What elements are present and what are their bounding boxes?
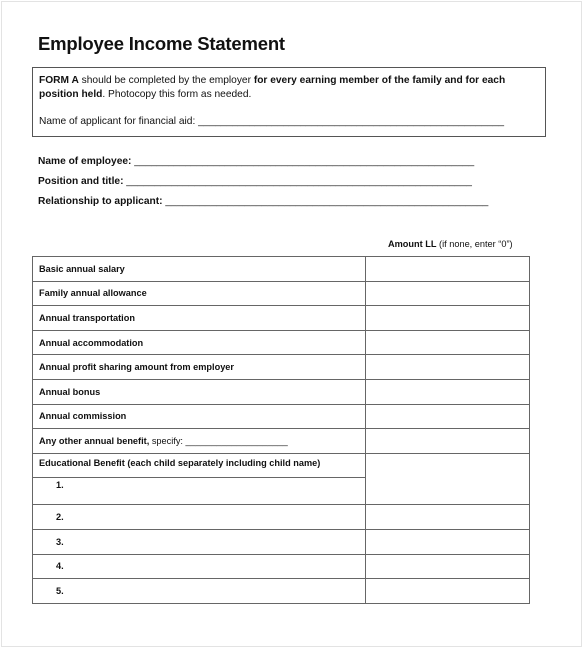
applicant-name-line[interactable]: ______________________________________________________: [198, 116, 505, 127]
position-title-field[interactable]: [38, 176, 472, 187]
amount-cell[interactable]: [366, 257, 530, 282]
child-label: 2.: [33, 505, 366, 530]
row-label: Annual accommodation: [33, 330, 366, 355]
child-label: 1.: [33, 478, 366, 505]
amount-cell[interactable]: [366, 330, 530, 355]
table-row: [33, 505, 530, 530]
amount-header-note: (if none, enter “0”): [436, 239, 513, 249]
form-instructions-box: [32, 67, 546, 137]
row-label: Annual commission: [33, 404, 366, 429]
amount-cell[interactable]: [366, 306, 530, 331]
applicant-name-field[interactable]: [39, 115, 539, 129]
child-label: 3.: [33, 529, 366, 554]
amount-cell[interactable]: [366, 281, 530, 306]
amount-cell[interactable]: [366, 554, 530, 579]
position-title-line[interactable]: _____________________________________________________________: [123, 176, 472, 187]
amount-cell[interactable]: [366, 529, 530, 554]
page-title: Employee Income Statement: [38, 33, 285, 54]
relationship-field[interactable]: [38, 196, 488, 207]
amount-cell[interactable]: [366, 505, 530, 530]
row-label: Annual transportation: [33, 306, 366, 331]
education-header: Educational Benefit (each child separately including child name): [33, 453, 366, 478]
amount-column-header: [388, 239, 513, 249]
child-label: 5.: [33, 579, 366, 604]
table-row: [33, 478, 530, 505]
amount-cell[interactable]: [366, 429, 530, 454]
employee-name-label: Name of employee:: [38, 156, 132, 167]
table-row: [33, 554, 530, 579]
amount-cell[interactable]: [366, 379, 530, 404]
row-label: Family annual allowance: [33, 281, 366, 306]
row-label: Annual bonus: [33, 379, 366, 404]
applicant-name-label: Name of applicant for financial aid:: [39, 116, 199, 127]
amount-cell[interactable]: [366, 404, 530, 429]
table-row: [33, 453, 530, 478]
amount-cell[interactable]: [366, 579, 530, 604]
form-instructions: [39, 74, 539, 102]
table-row: [33, 404, 530, 429]
table-row: [33, 306, 530, 331]
employee-name-line[interactable]: ____________________________________________________________: [131, 156, 475, 167]
table-row: [33, 529, 530, 554]
table-row: [33, 330, 530, 355]
table-row: [33, 379, 530, 404]
table-row: [33, 257, 530, 282]
employee-name-field[interactable]: [38, 156, 474, 167]
other-benefit-text: Any other annual benefit,: [39, 435, 150, 446]
form-label: FORM A: [39, 75, 79, 86]
income-table: [32, 256, 530, 604]
other-benefit-label: [33, 429, 366, 454]
instructions-text-3: . Photocopy this form as needed.: [102, 89, 252, 100]
instructions-text-2: for every earning member of the family and for each position held: [39, 75, 506, 100]
table-row: [33, 281, 530, 306]
position-title-label: Position and title:: [38, 176, 124, 187]
table-row: [33, 579, 530, 604]
amount-cell[interactable]: [366, 478, 530, 505]
table-row: [33, 355, 530, 380]
table-row: [33, 429, 530, 454]
row-label: Basic annual salary: [33, 257, 366, 282]
other-benefit-specify[interactable]: specify: ____________________: [149, 435, 288, 446]
relationship-label: Relationship to applicant:: [38, 196, 163, 207]
amount-header-label: Amount LL: [388, 239, 437, 249]
amount-cell[interactable]: [366, 355, 530, 380]
row-label: Annual profit sharing amount from employer: [33, 355, 366, 380]
amount-cell[interactable]: [366, 453, 530, 478]
instructions-text-1: should be completed by the employer: [78, 75, 254, 86]
relationship-line[interactable]: _________________________________________________________: [162, 196, 489, 207]
child-label: 4.: [33, 554, 366, 579]
